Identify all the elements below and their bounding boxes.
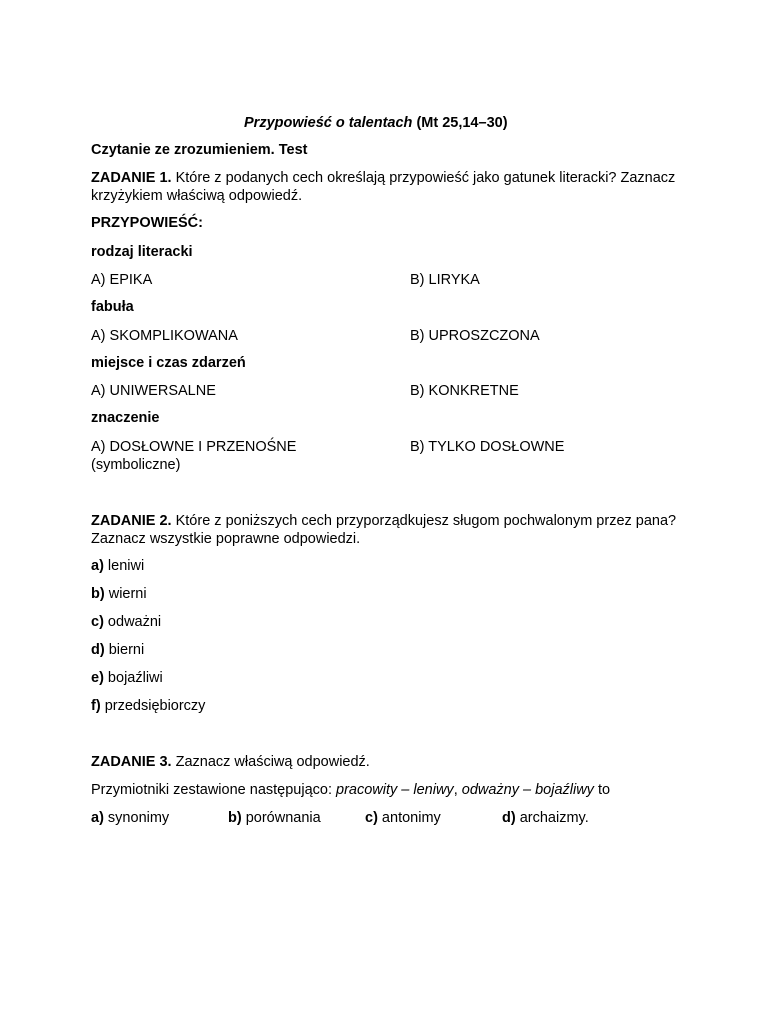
subtitle: Czytanie ze zrozumieniem. Test [91, 142, 308, 158]
task1-heading: PRZYPOWIEŚĆ: [91, 215, 203, 231]
option-text: bierni [104, 642, 145, 658]
option-letter: d) [502, 810, 516, 826]
task1-prompt [91, 169, 691, 205]
word-pair-2: odważny – bojaźliwy [461, 782, 594, 798]
group-label: miejsce i czas zdarzeń [91, 355, 246, 371]
option-letter: a) [91, 558, 104, 574]
task3-option [365, 809, 441, 827]
option-letter: b) [228, 810, 242, 826]
option-text: archaizmy. [515, 810, 589, 826]
task2-option [91, 613, 161, 631]
task2-prompt-text: Które z poniższych cech przyporządkujesz sługom pochwalonym przez pana? Zaznacz wszystkie poprawne odpowiedzi. [91, 513, 677, 547]
task2-option [91, 641, 144, 659]
option-a: A) UNIWERSALNE [91, 383, 216, 399]
option-a-note: (symboliczne) [91, 457, 181, 473]
sentence-start: Przymiotniki zestawione następująco: [91, 782, 337, 798]
option-text: wierni [104, 586, 147, 602]
option-letter: c) [91, 614, 104, 630]
option-letter: d) [91, 642, 105, 658]
option-b: B) LIRYKA [410, 272, 480, 288]
task3-option [502, 809, 589, 827]
task3-option [228, 809, 321, 827]
task2-prompt [91, 512, 691, 548]
option-b: B) TYLKO DOSŁOWNE [410, 439, 565, 455]
option-letter: c) [365, 810, 378, 826]
sentence-end: to [593, 782, 611, 798]
group-label: rodzaj literacki [91, 244, 193, 260]
option-letter: e) [91, 670, 104, 686]
option-text: odważni [103, 614, 162, 630]
option-text: porównania [241, 810, 321, 826]
option-text: leniwi [103, 558, 145, 574]
task2-option [91, 585, 147, 603]
group-label: znaczenie [91, 410, 160, 426]
task1-label: ZADANIE 1. [91, 170, 172, 186]
option-text: bojaźliwi [103, 670, 163, 686]
group-label: fabuła [91, 299, 134, 315]
option-a: A) DOSŁOWNE I PRZENOŚNE [91, 439, 297, 455]
task3-sentence [91, 781, 610, 799]
option-b: B) KONKRETNE [410, 383, 519, 399]
word-pair-1: pracowity – leniwy [336, 782, 454, 798]
task3-prompt-text: Zaznacz właściwą odpowiedź. [171, 754, 370, 770]
document-title [244, 114, 508, 132]
task1-prompt-text: Które z podanych cech określają przypowieść jako gatunek literacki? Zaznacz krzyżykiem właściwą odpowiedź. [91, 170, 676, 204]
task3-label: ZADANIE 3. [91, 754, 172, 770]
task3-prompt [91, 753, 370, 771]
option-letter: f) [91, 698, 101, 714]
option-text: synonimy [103, 810, 170, 826]
title-text: Przypowieść o talentach [244, 115, 413, 131]
option-a: A) SKOMPLIKOWANA [91, 328, 238, 344]
separator: , [453, 782, 462, 798]
task2-option [91, 557, 144, 575]
task3-option [91, 809, 169, 827]
task2-label: ZADANIE 2. [91, 513, 172, 529]
option-letter: a) [91, 810, 104, 826]
title-reference: (Mt 25,14–30) [412, 115, 508, 131]
task2-option [91, 697, 205, 715]
option-a: A) EPIKA [91, 272, 153, 288]
task2-option [91, 669, 163, 687]
option-text: antonimy [377, 810, 441, 826]
option-letter: b) [91, 586, 105, 602]
option-b: B) UPROSZCZONA [410, 328, 540, 344]
option-text: przedsiębiorczy [100, 698, 206, 714]
